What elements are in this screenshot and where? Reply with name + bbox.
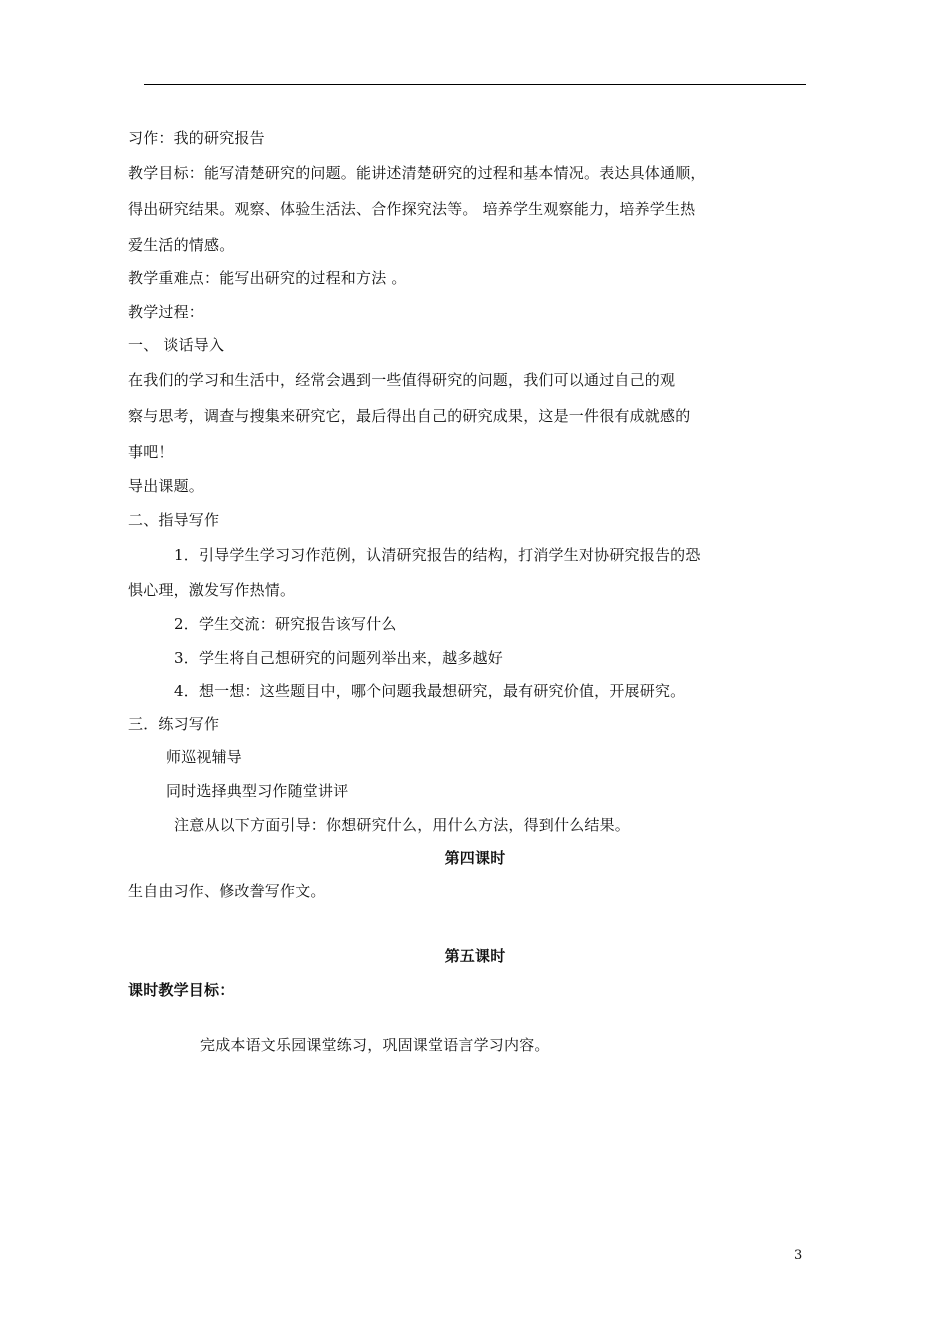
lesson-5-goal-heading: 课时教学目标： <box>128 981 235 999</box>
section-3-heading: 三．练习写作 <box>128 715 220 733</box>
objective-line-1: 教学目标：能写清楚研究的问题。能讲述清楚研究的过程和基本情况。表达具体通顺， <box>128 164 706 182</box>
page-number: 3 <box>794 1248 803 1263</box>
lesson-5-goal: 完成本语文乐园课堂练习，巩固课堂语言学习内容。 <box>200 1036 550 1054</box>
step-1-line-2: 惧心理，激发写作热情。 <box>128 581 296 599</box>
step-4: 4．想一想：这些题目中，哪个问题我最想研究，最有研究价值，开展研究。 <box>174 682 686 700</box>
intro-line-2: 察与思考，调查与搜集来研究它，最后得出自己的研究成果，这是一件很有成就感的 <box>128 407 691 425</box>
objective-line-2: 得出研究结果。观察、体验生活法、合作探究法等。 培养学生观察能力，培养学生热 <box>128 200 696 218</box>
lesson-4-body: 生自由习作、修改誊写作文。 <box>128 882 326 900</box>
select-review: 同时选择典型习作随堂讲评 <box>166 782 349 800</box>
intro-line-1: 在我们的学习和生活中，经常会遇到一些值得研究的问题，我们可以通过自己的观 <box>128 371 676 389</box>
process-heading: 教学过程： <box>128 303 205 321</box>
intro-line-3: 事吧！ <box>128 443 174 461</box>
section-1-heading: 一、 谈话导入 <box>128 336 225 354</box>
step-3: 3．学生将自己想研究的问题列举出来，越多越好 <box>174 649 503 667</box>
section-2-heading: 二、指导写作 <box>128 511 220 529</box>
step-2: 2．学生交流：研究报告该写什么 <box>174 615 397 633</box>
tour-guide: 师巡视辅导 <box>166 748 243 766</box>
lead-topic: 导出课题。 <box>128 477 205 495</box>
header-rule <box>144 84 806 85</box>
notice: 注意从以下方面引导：你想研究什么，用什么方法，得到什么结果。 <box>174 816 631 834</box>
lesson-5-title: 第五课时 <box>444 947 506 965</box>
objective-line-3: 爱生活的情感。 <box>128 236 235 254</box>
lesson-4-title: 第四课时 <box>444 849 506 867</box>
key-points: 教学重难点：能写出研究的过程和方法 。 <box>128 269 407 287</box>
step-1-line-1: 1．引导学生学习习作范例，认清研究报告的结构，打消学生对协研究报告的恐 <box>174 546 701 564</box>
document-title: 习作：我的研究报告 <box>128 129 265 147</box>
